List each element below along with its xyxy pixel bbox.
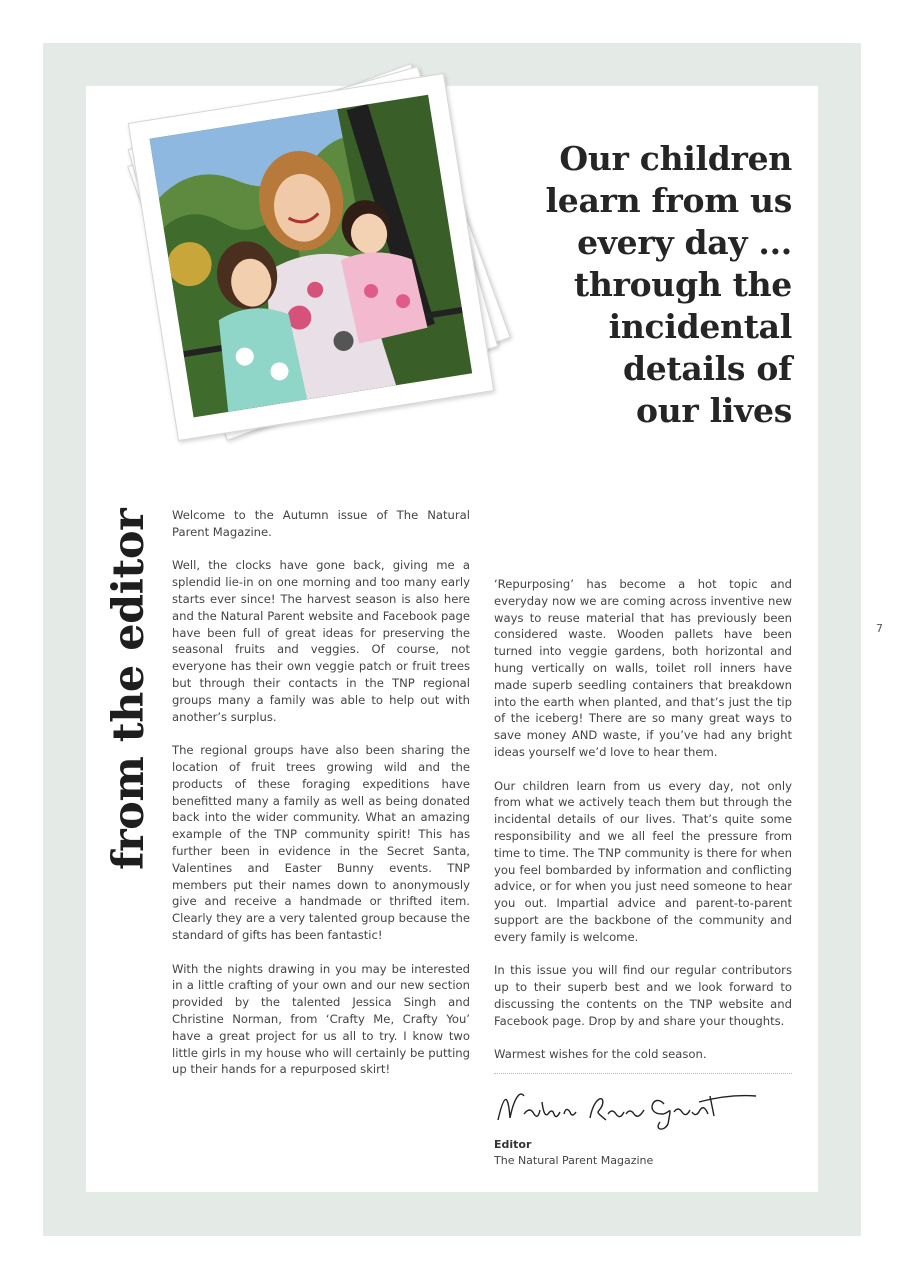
headline-line: learn from us — [545, 181, 792, 220]
signoff-divider — [494, 1073, 792, 1074]
headline-line: every day ... — [577, 223, 792, 262]
family-photo-illustration — [150, 95, 473, 418]
signature-scribble — [494, 1084, 764, 1134]
paragraph: The regional groups have also been sharing the location of fruit trees growing wild and the products of these foraging expeditions have benefitted many a family as well as being donated back into the wider community. What an amazing example of the TNP community spirit! This has further been in evidence in the Secret Santa, Valentines and Easter Bunny events. TNP members put their names down to anonymously give and receive a handmade or thrifted item. Clearly they are a very talented group because the standard of gifts has been fantastic! — [172, 743, 470, 942]
paragraph: Welcome to the Autumn issue of The Natural Parent Magazine. — [172, 508, 470, 539]
paragraph: ‘Repurposing’ has become a hot topic and everyday now we are coming across inventive new ways to reuse material that has previously been considered waste. Wooden pallets have been turned into veggie gardens, both horizontal and hung vertically on walls, toilet roll inners have made superb seedling containers that breakdown into the earth when planted, and that’s just the tip of the iceberg! There are so many great ways to save money AND waste, if you’ve had any bright ideas yourself we’d love to hear them. — [494, 577, 792, 759]
editor-organization: The Natural Parent Magazine — [494, 1154, 654, 1167]
left-column — [172, 507, 470, 1095]
page-number: 7 — [876, 622, 883, 635]
paragraph: With the nights drawing in you may be interested in a little crafting of your own and our new section provided by the talented Jessica Singh and Christine Norman, from ‘Crafty Me, Crafty You’ have a great project for us all to try. I know two little girls in my house who will certainly be putting up their hands for a repurposed skirt! — [172, 961, 470, 1077]
headline-line: our lives — [636, 391, 792, 430]
headline-line: through the — [573, 265, 792, 304]
editor-signature — [494, 1084, 764, 1134]
section-title: from the editor — [104, 508, 154, 870]
family-photo — [150, 95, 473, 418]
headline-line: details of — [622, 349, 792, 388]
right-column — [494, 576, 792, 1080]
headline-line: Our children — [559, 139, 792, 178]
paragraph: Well, the clocks have gone back, giving me a splendid lie-in on one morning and too many early starts ever since! The harvest season is also here and the Natural Parent website and Facebook page have been full of great ideas for preserving the seasonal fruits and veggies. Of course, not everyone has their own veggie patch or fruit trees but through their contacts in the TNP regional groups many a family was able to help out with another’s surplus. — [172, 558, 470, 724]
paragraph: Warmest wishes for the cold season. — [494, 1047, 707, 1062]
headline-quote — [432, 138, 792, 432]
paragraph: In this issue you will find our regular contributors up to their superb best and we look forward to discussing the contents on the TNP website and Facebook page. Drop by and share your thoughts. — [494, 963, 792, 1028]
editor-role: Editor — [494, 1138, 532, 1151]
headline-line: incidental — [608, 307, 792, 346]
paragraph: Our children learn from us every day, not only from what we actively teach them but through the incidental details of our lives. That’s quite some responsibility and we all feel the pressure from time to time. The TNP community is there for when you feel bombarded by information and conflicting advice, or for when you just need someone to hear you out. Impartial advice and parent-to-parent support are the backbone of the community and every family is welcome. — [494, 778, 792, 944]
